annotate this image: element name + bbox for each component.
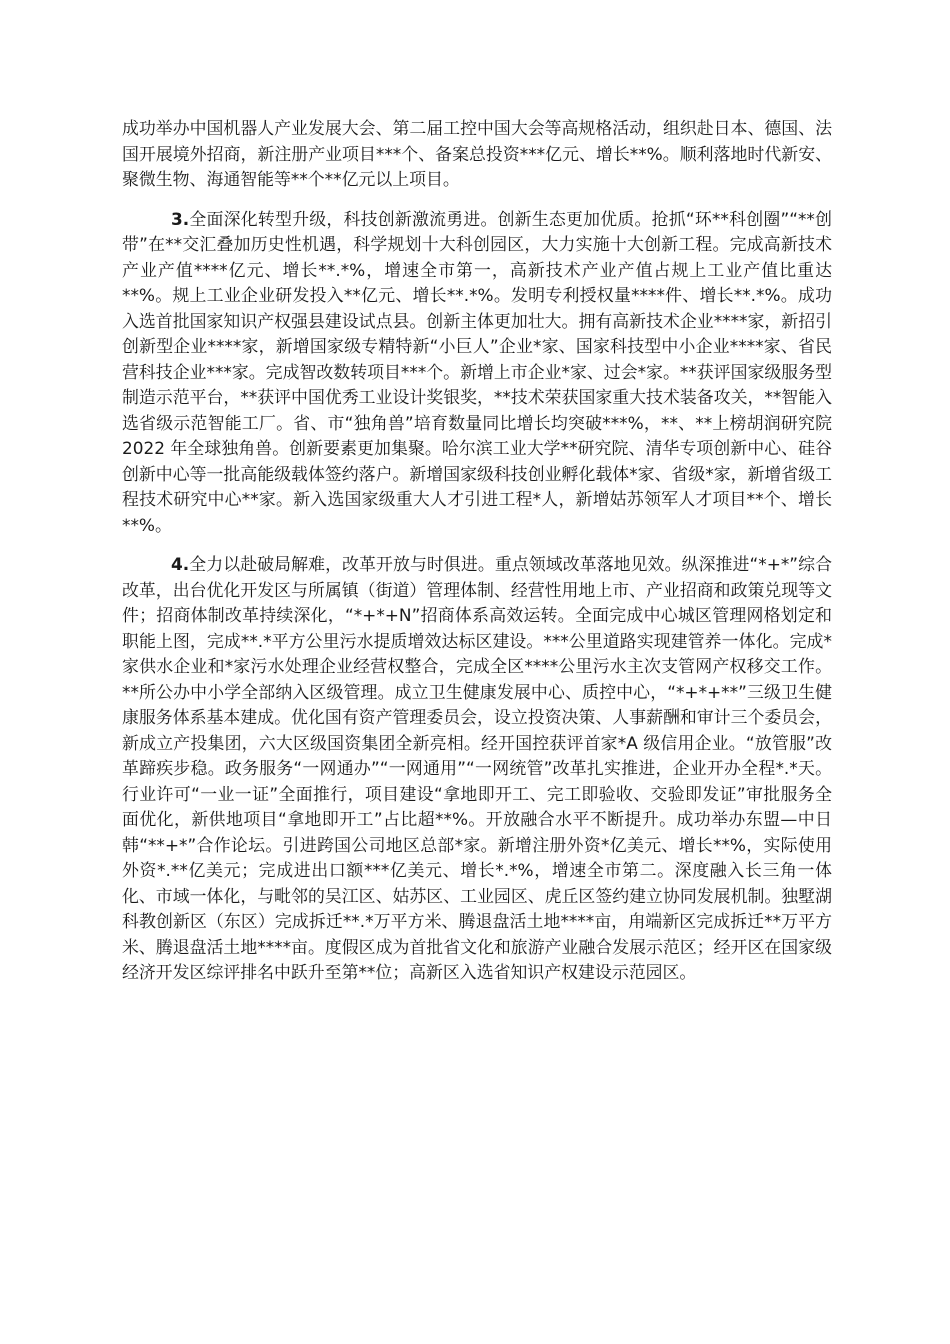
text-line: 化载体*家、省级*家，新增省级工程技术研究中心**家。新入选国家级重大人才引进 [122,463,833,509]
paragraph-section-4 [122,552,832,986]
text-line: 工程。完成高新技术产业产值****亿元、增长**.*%，增速全市第一，高新技术产业 [122,234,833,280]
text-line: 服”改革蹄疾步稳。政务服务“一网通办”“一网通用”“一网统管”改革扎实推进，企业 [122,732,833,778]
text-line: 胡润研究院 2022 年全球独角兽。创新要素更加集聚。哈尔滨工业大学**研究院、清 [122,412,833,458]
text-line: 新增注册外资*亿美元、增长**%，实际使用外资*.**亿美元；完成进出口额***亿美 [122,834,832,880]
text-line: 全面完成中心城区管理网格划定和职能上图，完成**.*平方公里污水提质增效达标区 [122,605,832,651]
text-line: 顺利落地时代新安、聚微生物、海通智能等**个**亿元以上项目。 [122,143,833,189]
text-line: “*+*”综合改革，出台优化开发区与所属镇（街道）管理体制、经营性用地上市、产 [122,554,832,600]
text-line: 智改数转项目***个。新增上市企业*家、过会*家。**获评国家级服务型制造示范平 [122,361,832,407]
text-line: 华专项创新中心、硅谷创新中心等一批高能级载体签约落户。新增国家级科技创业孵 [122,438,832,484]
text-line: 产值占规上工业产值比重达**%。规上工业企业研发投入**亿元、增长**.*%。发明 [122,259,832,305]
text-line: 区、姑苏区、工业园区、虎丘区签约建立协同发展机制。独墅湖科教创新区（东区） [122,885,832,931]
text-line: 全面深化转型升级，科技创新激流勇进。创新生态更加优质。抢抓“环**科创 [189,208,764,229]
paragraph-section-3 [122,207,832,539]
text-line: 全力以赴破局解难，改革开放与时俱进。重点领域改革落地见效。纵深推进 [189,554,750,574]
text-line: 圈”“**创带”在**交汇叠加历史性机遇，科学规划十大科创园区，大力实施十大创新 [122,208,832,254]
text-line: 级经济开发区综评排名中跃升至第**位；高新区入选省知识产权建设示范园区。 [122,936,832,982]
text-line: 业招商和政策兑现等文件；招商体制改革持续深化，“*+*+N”招商体系高效运转。 [122,579,833,625]
text-line: 建成。优化国有资产管理委员会，设立投资决策、人事薪酬和审计三个委员会，新成 [122,707,833,753]
text-line: 选省级示范智能工厂。省、市“独角兽”培育数量同比增长均突破***%，**、**上榜 [122,412,747,433]
text-line: 交验即发证”审批服务全面优化，新供地项目“拿地即开工”占比超**%。开放融合水 [122,783,833,829]
paragraph-intro [122,116,832,193]
text-line: 平不断提升。成功举办东盟—中日韩“**+*”合作论坛。引进跨国公司地区总部*家。 [122,809,832,855]
text-line: 专利授权量****件、增长**.*%。成功入选首批国家知识产权强县建设试点县。创新 [122,285,832,331]
text-line: 台，**获评中国优秀工业设计奖银奖，**技术荣获国家重大技术装备攻关，**智能入 [206,387,833,407]
section-number: 4. [171,554,190,574]
text-line: 盘活土地****亩。度假区成为首批省文化和旅游产业融合发展示范区；经开区在国家 [189,936,816,957]
text-line: 精特新“小巨人”企业*家、国家科技型中小企业****家、省民营科技企业***家。完成 [122,336,832,382]
text-line: 建设。***公里道路实现建管养一体化。完成*家供水企业和*家污水处理企业经营权 [122,630,832,676]
text-line: 主体更加壮大。拥有高新技术企业****家，新招引创新型企业****家，新增国家级专 [122,310,832,356]
text-line: 级管理。成立卫生健康发展中心、质控中心，“*+*+**”三级卫生健康服务体系基本 [122,681,833,727]
text-line: 开办全程*.*天。行业许可“一业一证”全面推行，项目建设“拿地即开工、完工即验收、 [122,758,832,804]
text-line: 元、增长*.*%，增速全市第二。深度融入长三角一体化、市域一体化，与毗邻的吴江 [122,860,832,906]
text-line: 完成拆迁**.*万平方米、腾退盘活土地****亩，甪端新区完成拆迁**万平方米、腾退 [122,911,833,957]
text-line: 立产投集团，六大区级国资集团全新亮相。经开国控获评首家*A 级信用企业。“放管 [156,732,790,753]
document-body [122,116,832,1000]
text-line: 工程*人，新增姑苏领军人才项目**个、增长**%。 [122,489,833,535]
text-line: 德国、法国开展境外招商，新注册产业项目***个、备案总投资***亿元、增长**%。 [122,118,832,164]
text-line: 成功举办中国机器人产业发展大会、第二届工控中国大会等高规格活动，组织赴日本、 [122,118,765,138]
text-line: 整合，完成全区****公里污水主次支管网产权移交工作。**所公办中小学全部纳入区 [122,656,833,702]
section-number: 3. [171,208,190,229]
